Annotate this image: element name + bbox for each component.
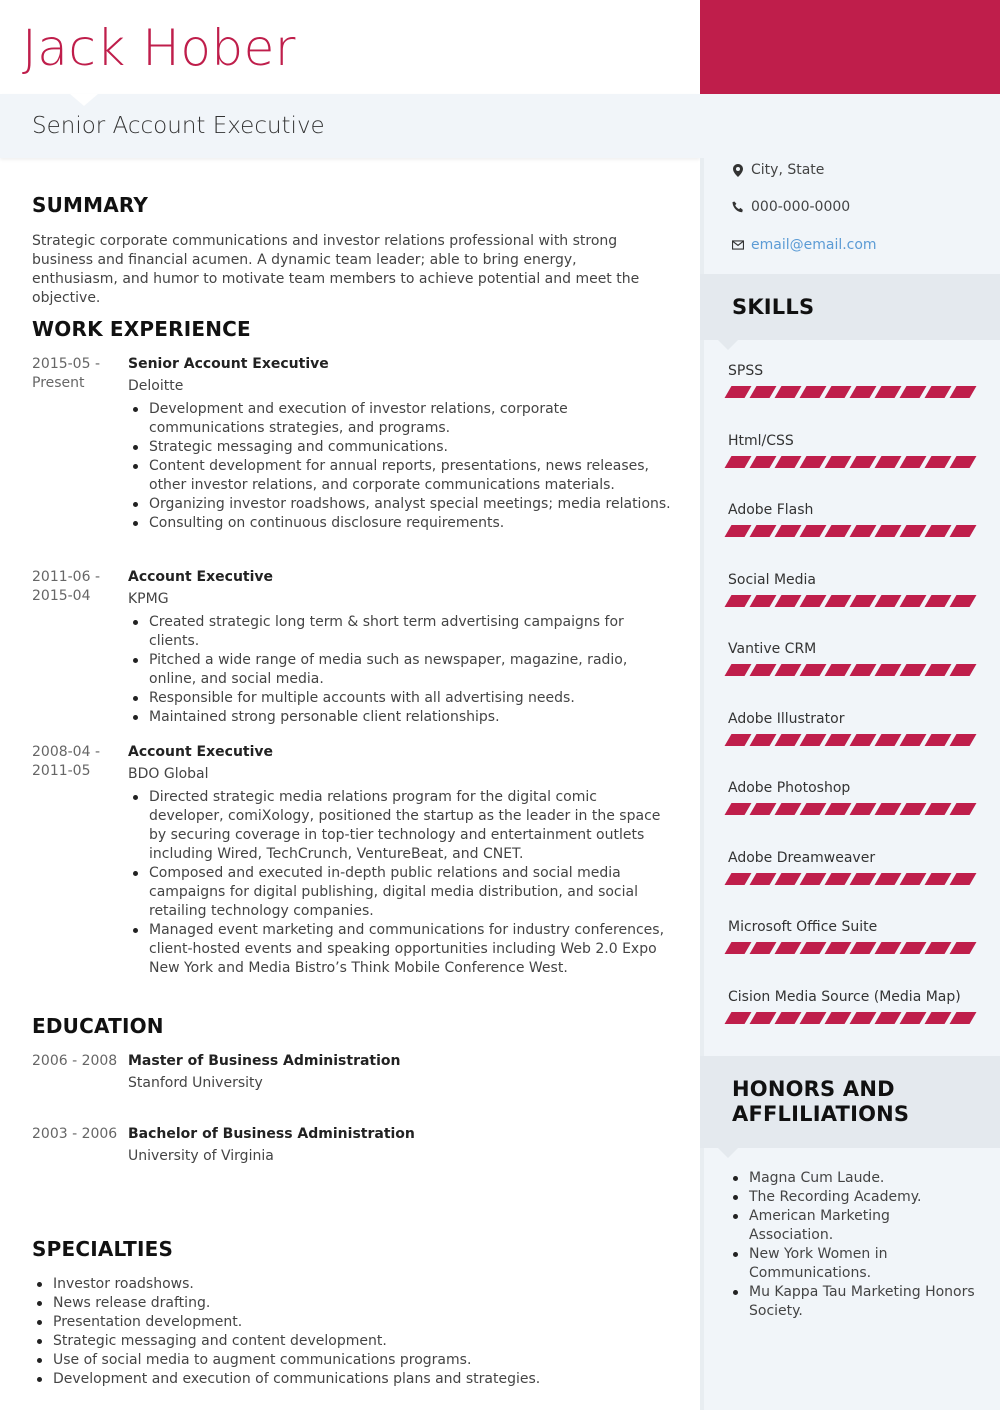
skill-level-segment — [925, 1012, 952, 1024]
honors-heading-line-1: HONORS AND — [732, 1077, 895, 1101]
skill-name: Adobe Flash — [728, 502, 814, 518]
location-text: City, State — [751, 162, 825, 178]
skill-level-segment — [800, 664, 827, 676]
skill-level-segment — [750, 873, 777, 885]
list-item: Presentation development. — [32, 1313, 672, 1332]
list-item: Responsible for multiple accounts with all advertising needs. — [128, 689, 672, 708]
skill-level-segment — [900, 1012, 927, 1024]
title-band-notch — [70, 94, 98, 106]
skill-level-segment — [925, 734, 952, 746]
job-bullets — [128, 400, 672, 533]
skill-level-segment — [825, 942, 852, 954]
list-item: Managed event marketing and communications for industry conferences, client-hosted events and speaking opportunities including Web 2.0 Expo New York and Media Bistro’s Think Mobile Conference West. — [128, 921, 672, 978]
skill-level-segment — [725, 803, 752, 815]
phone-icon — [732, 200, 744, 214]
skill-level-bar — [728, 803, 973, 815]
job-company: Deloitte — [128, 378, 184, 394]
skill-level-segment — [850, 942, 877, 954]
list-item: Organizing investor roadshows, analyst special meetings; media relations. — [128, 495, 672, 514]
school: University of Virginia — [128, 1148, 274, 1164]
list-item: Pitched a wide range of media such as newspaper, magazine, radio, online, and social media. — [128, 651, 672, 689]
sidebar-divider — [700, 158, 704, 1410]
skill-level-segment — [850, 664, 877, 676]
header-accent-block — [700, 0, 1000, 94]
skill-level-segment — [850, 1012, 877, 1024]
map-pin-icon — [732, 163, 744, 177]
phone-text: 000-000-0000 — [751, 199, 851, 215]
skill-level-segment — [800, 734, 827, 746]
skill-name: Adobe Photoshop — [728, 780, 851, 796]
skill-level-segment — [875, 525, 902, 537]
job-date-end: Present — [32, 375, 85, 391]
job-date-start: 2008-04 - — [32, 744, 100, 760]
skill-level-segment — [750, 386, 777, 398]
skill-name: Microsoft Office Suite — [728, 919, 878, 935]
job-date-end: 2011-05 — [32, 763, 91, 779]
list-item: Composed and executed in-depth public relations and social media campaigns for digital publishing, digital media distribution, and social retailing technology companies. — [128, 864, 672, 921]
skill-level-segment — [800, 525, 827, 537]
list-item: Strategic messaging and communications. — [128, 438, 672, 457]
skill-level-segment — [750, 456, 777, 468]
degree: Master of Business Administration — [128, 1053, 401, 1069]
skill-level-segment — [850, 803, 877, 815]
skill-name: SPSS — [728, 363, 764, 379]
skill-level-segment — [825, 664, 852, 676]
skill-name: Vantive CRM — [728, 641, 817, 657]
skill-name: Html/CSS — [728, 433, 794, 449]
skill-level-segment — [900, 386, 927, 398]
skills-heading: SKILLS — [732, 295, 815, 319]
skill-level-segment — [900, 664, 927, 676]
skill-level-segment — [875, 595, 902, 607]
list-item: Created strategic long term & short term advertising campaigns for clients. — [128, 613, 672, 651]
skill-level-segment — [750, 525, 777, 537]
job-title: Senior Account Executive — [32, 113, 325, 139]
skill-level-segment — [750, 803, 777, 815]
skill-level-segment — [850, 873, 877, 885]
envelope-icon — [732, 238, 744, 252]
skill-level-segment — [875, 942, 902, 954]
skill-item — [728, 570, 973, 607]
summary-heading: SUMMARY — [32, 193, 149, 217]
skill-level-segment — [925, 942, 952, 954]
skill-level-segment — [750, 1012, 777, 1024]
skill-level-segment — [900, 734, 927, 746]
skill-level-segment — [900, 873, 927, 885]
skill-level-segment — [850, 386, 877, 398]
skill-level-segment — [725, 456, 752, 468]
skill-level-segment — [925, 664, 952, 676]
contact-phone — [732, 197, 850, 217]
skill-level-segment — [725, 525, 752, 537]
skill-level-segment — [775, 525, 802, 537]
skill-level-segment — [750, 734, 777, 746]
skill-level-segment — [725, 942, 752, 954]
education-dates: 2006 - 2008 — [32, 1053, 118, 1069]
school: Stanford University — [128, 1075, 263, 1091]
job-dates — [32, 743, 112, 781]
skill-level-segment — [750, 942, 777, 954]
list-item: American Marketing Association. — [728, 1207, 978, 1245]
skill-level-segment — [950, 1012, 977, 1024]
skill-level-segment — [775, 803, 802, 815]
skill-level-segment — [825, 595, 852, 607]
skill-level-bar — [728, 525, 973, 537]
skill-level-segment — [925, 525, 952, 537]
skill-level-segment — [725, 386, 752, 398]
skill-name: Social Media — [728, 572, 817, 588]
skill-level-segment — [800, 873, 827, 885]
skill-level-bar — [728, 1012, 973, 1024]
job-bullets — [128, 788, 672, 978]
degree: Bachelor of Business Administration — [128, 1126, 415, 1142]
skill-level-segment — [875, 456, 902, 468]
list-item: Consulting on continuous disclosure requirements. — [128, 514, 672, 533]
job-date-end: 2015-04 — [32, 588, 91, 604]
list-item: Directed strategic media relations program for the digital comic developer, comiXology, positioned the startup as the leader in the space by securing coverage in top-tier technology and entertainment outlets including Wired, TechCrunch, VentureBeat, and CNET. — [128, 788, 672, 864]
skill-level-segment — [875, 664, 902, 676]
skill-item — [728, 361, 973, 398]
skill-level-segment — [775, 386, 802, 398]
list-item: Magna Cum Laude. — [728, 1169, 978, 1188]
contact-location — [732, 160, 824, 180]
skill-level-segment — [775, 873, 802, 885]
skill-level-segment — [775, 734, 802, 746]
skill-level-segment — [900, 595, 927, 607]
job-date-start: 2011-06 - — [32, 569, 100, 585]
skill-level-segment — [800, 595, 827, 607]
education-heading: EDUCATION — [32, 1014, 164, 1038]
skill-item — [728, 987, 973, 1024]
skill-name: Cision Media Source (Media Map) — [728, 989, 961, 1005]
skill-level-segment — [775, 942, 802, 954]
specialties-list — [32, 1275, 672, 1389]
skill-level-segment — [825, 386, 852, 398]
skill-level-segment — [800, 942, 827, 954]
skill-level-segment — [850, 734, 877, 746]
skill-level-bar — [728, 873, 973, 885]
skill-level-segment — [825, 525, 852, 537]
skills-header — [700, 274, 1000, 340]
list-item: Use of social media to augment communications programs. — [32, 1351, 672, 1370]
skills-header-notch — [718, 340, 738, 350]
summary-text: Strategic corporate communications and investor relations professional with strong business and financial acumen. A dynamic team leader; able to bring energy, enthusiasm, and humor to motivate team members to achieve potential and meet the objective. — [32, 233, 640, 306]
skill-level-segment — [950, 873, 977, 885]
skill-level-segment — [725, 595, 752, 607]
skill-level-segment — [925, 595, 952, 607]
skill-level-bar — [728, 386, 973, 398]
skill-level-segment — [950, 664, 977, 676]
job-company: BDO Global — [128, 766, 209, 782]
skill-level-segment — [800, 456, 827, 468]
skill-level-segment — [900, 942, 927, 954]
skill-level-segment — [750, 664, 777, 676]
skill-level-segment — [950, 803, 977, 815]
list-item: Mu Kappa Tau Marketing Honors Society. — [728, 1283, 978, 1321]
skill-item — [728, 709, 973, 746]
skill-level-segment — [825, 1012, 852, 1024]
job-date-start: 2015-05 - — [32, 356, 100, 372]
job-role: Senior Account Executive — [128, 356, 329, 372]
skill-level-segment — [950, 525, 977, 537]
skill-level-segment — [825, 873, 852, 885]
skill-item — [728, 639, 973, 676]
skill-name: Adobe Dreamweaver — [728, 850, 876, 866]
skill-level-segment — [875, 1012, 902, 1024]
skill-level-segment — [950, 942, 977, 954]
skill-level-segment — [850, 456, 877, 468]
skill-level-bar — [728, 734, 973, 746]
skill-level-bar — [728, 456, 973, 468]
work-experience-heading: WORK EXPERIENCE — [32, 317, 251, 341]
skill-level-bar — [728, 942, 973, 954]
candidate-name: Jack Hober — [22, 19, 296, 77]
skill-level-segment — [950, 456, 977, 468]
skill-item — [728, 848, 973, 885]
skill-level-segment — [850, 525, 877, 537]
job-role: Account Executive — [128, 744, 274, 760]
list-item: New York Women in Communications. — [728, 1245, 978, 1283]
skill-level-segment — [750, 595, 777, 607]
skill-level-segment — [875, 734, 902, 746]
skill-level-segment — [800, 1012, 827, 1024]
skill-level-segment — [825, 803, 852, 815]
skill-item — [728, 917, 973, 954]
list-item: Strategic messaging and content development. — [32, 1332, 672, 1351]
honors-header — [700, 1056, 1000, 1148]
honors-heading-line-2: AFFLILIATIONS — [732, 1102, 910, 1126]
skill-level-segment — [900, 456, 927, 468]
list-item: Content development for annual reports, presentations, news releases, other investor relations, and corporate communications materials. — [128, 457, 672, 495]
skill-level-segment — [925, 386, 952, 398]
skill-level-segment — [775, 595, 802, 607]
email-link[interactable]: email@email.com — [751, 237, 877, 253]
job-bullets — [128, 613, 672, 727]
list-item: Development and execution of communications plans and strategies. — [32, 1370, 672, 1389]
skill-level-segment — [925, 873, 952, 885]
skill-level-segment — [775, 1012, 802, 1024]
list-item: Development and execution of investor relations, corporate communications strategies, and programs. — [128, 400, 672, 438]
skill-level-segment — [900, 803, 927, 815]
skill-level-segment — [725, 873, 752, 885]
contact-email[interactable] — [732, 235, 877, 255]
list-item: The Recording Academy. — [728, 1188, 978, 1207]
education-dates: 2003 - 2006 — [32, 1126, 118, 1142]
list-item: Maintained strong personable client relationships. — [128, 708, 672, 727]
skill-level-segment — [875, 803, 902, 815]
skill-level-bar — [728, 595, 973, 607]
skill-level-segment — [950, 734, 977, 746]
job-dates — [32, 355, 112, 393]
list-item: News release drafting. — [32, 1294, 672, 1313]
skill-level-segment — [825, 456, 852, 468]
job-role: Account Executive — [128, 569, 274, 585]
skill-level-bar — [728, 664, 973, 676]
list-item: Investor roadshows. — [32, 1275, 672, 1294]
job-dates — [32, 568, 112, 606]
skill-item — [728, 778, 973, 815]
skill-level-segment — [875, 873, 902, 885]
skill-level-segment — [875, 386, 902, 398]
specialties-heading: SPECIALTIES — [32, 1237, 174, 1261]
skill-level-segment — [825, 734, 852, 746]
skill-level-segment — [925, 803, 952, 815]
skill-level-segment — [850, 595, 877, 607]
honors-list — [728, 1169, 978, 1321]
skill-level-segment — [950, 386, 977, 398]
skill-level-segment — [800, 386, 827, 398]
skill-level-segment — [950, 595, 977, 607]
skill-item — [728, 500, 973, 537]
skill-item — [728, 431, 973, 468]
skill-level-segment — [775, 664, 802, 676]
skill-level-segment — [925, 456, 952, 468]
skill-level-segment — [900, 525, 927, 537]
skill-level-segment — [725, 664, 752, 676]
honors-header-notch — [718, 1148, 738, 1158]
skill-level-segment — [775, 456, 802, 468]
skill-level-segment — [725, 1012, 752, 1024]
job-company: KPMG — [128, 591, 169, 607]
skill-level-segment — [725, 734, 752, 746]
skill-level-segment — [800, 803, 827, 815]
skill-name: Adobe Illustrator — [728, 711, 845, 727]
